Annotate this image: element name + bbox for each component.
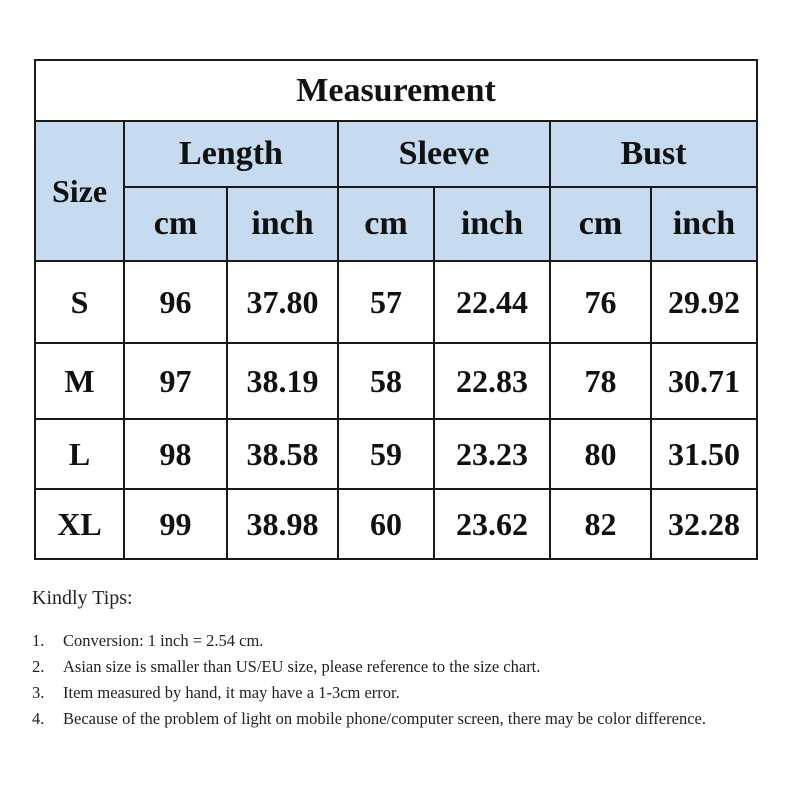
length-inch-cell: 38.58 [227, 419, 338, 489]
bust-inch-header: inch [651, 187, 757, 261]
tip-number: 2. [32, 657, 45, 676]
size-cell: M [35, 343, 124, 419]
bust-inch-cell: 29.92 [651, 261, 757, 343]
length-group-header: Length [124, 121, 338, 187]
length-cm-cell: 98 [124, 419, 227, 489]
sleeve-inch-cell: 22.44 [434, 261, 550, 343]
sleeve-inch-cell: 23.62 [434, 489, 550, 559]
size-cell: L [35, 419, 124, 489]
tip-number: 1. [32, 631, 45, 650]
tip-number: 3. [32, 683, 45, 702]
bust-cm-cell: 78 [550, 343, 651, 419]
length-inch-cell: 37.80 [227, 261, 338, 343]
size-chart-table [34, 59, 758, 560]
sleeve-cm-cell: 57 [338, 261, 434, 343]
tip-item [32, 680, 762, 706]
kindly-tips-section [32, 586, 762, 732]
tips-title: Kindly Tips: [32, 587, 133, 609]
bust-cm-header: cm [550, 187, 651, 261]
tip-item [32, 628, 762, 654]
bust-cm-cell: 76 [550, 261, 651, 343]
table-row [35, 261, 757, 343]
sleeve-cm-cell: 59 [338, 419, 434, 489]
length-inch-cell: 38.98 [227, 489, 338, 559]
sleeve-inch-header: inch [434, 187, 550, 261]
sleeve-cm-cell: 58 [338, 343, 434, 419]
sleeve-cm-header: cm [338, 187, 434, 261]
table-row [35, 419, 757, 489]
bust-cm-cell: 80 [550, 419, 651, 489]
tip-text: Because of the problem of light on mobile phone/computer screen, there may be color difference. [63, 709, 706, 728]
tip-text: Conversion: 1 inch = 2.54 cm. [63, 631, 264, 650]
length-inch-cell: 38.19 [227, 343, 338, 419]
size-cell: S [35, 261, 124, 343]
bust-inch-cell: 30.71 [651, 343, 757, 419]
length-cm-cell: 99 [124, 489, 227, 559]
bust-inch-cell: 31.50 [651, 419, 757, 489]
size-column-header: Size [35, 121, 124, 261]
length-cm-cell: 96 [124, 261, 227, 343]
sleeve-group-header: Sleeve [338, 121, 550, 187]
length-cm-header: cm [124, 187, 227, 261]
sleeve-cm-cell: 60 [338, 489, 434, 559]
tip-text: Item measured by hand, it may have a 1-3cm error. [63, 683, 400, 702]
size-cell: XL [35, 489, 124, 559]
length-cm-cell: 97 [124, 343, 227, 419]
tip-number: 4. [32, 709, 45, 728]
table-row [35, 343, 757, 419]
bust-inch-cell: 32.28 [651, 489, 757, 559]
bust-cm-cell: 82 [550, 489, 651, 559]
tip-text: Asian size is smaller than US/EU size, please reference to the size chart. [63, 657, 541, 676]
table-title: Measurement [35, 60, 757, 121]
tips-list [32, 628, 762, 732]
bust-group-header: Bust [550, 121, 757, 187]
sleeve-inch-cell: 23.23 [434, 419, 550, 489]
length-inch-header: inch [227, 187, 338, 261]
table-row [35, 489, 757, 559]
sleeve-inch-cell: 22.83 [434, 343, 550, 419]
tip-item [32, 654, 762, 680]
tip-item [32, 706, 762, 732]
